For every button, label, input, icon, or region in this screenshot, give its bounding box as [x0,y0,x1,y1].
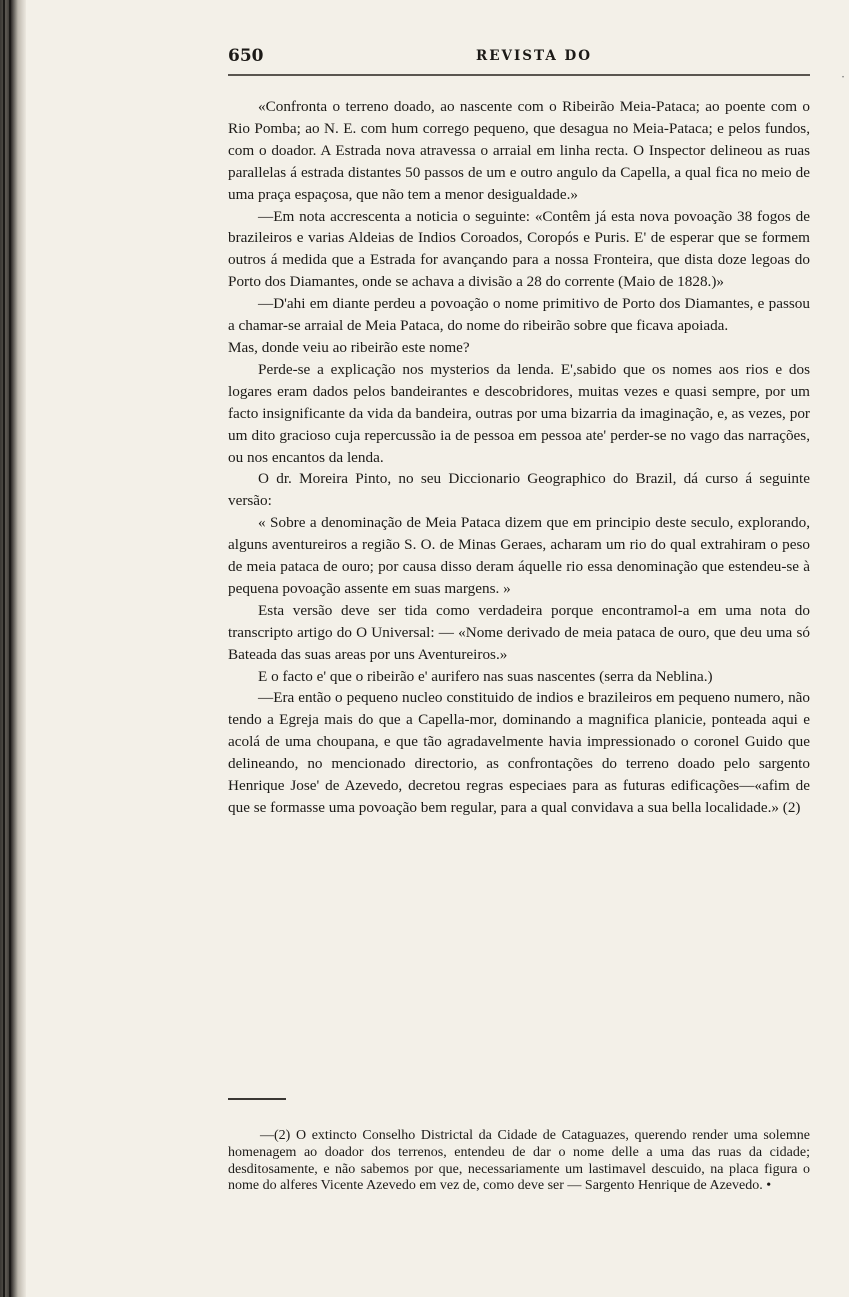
paragraph: Mas, donde veiu ao ribeirão este nome? [228,338,470,356]
paragraph: O dr. Moreira Pinto, no seu Diccionario Geographico do Brazil, dá curso á seguinte versão: [228,470,810,510]
paragraph: « Sobre a denominação de Meia Pataca dizem que em principio deste seculo, explorando, alguns aventureiros a região S. O. de Minas Geraes, acharam um rio do qual extrahiram o peso de meia pataca de ouro; por causa disso deram áquelle rio essa denominação que estendeu-se à pequena povoação assente em suas margens. » [228,514,810,597]
page-number: 650 [228,46,264,66]
page-header [228,46,804,68]
body-text [228,96,810,819]
paragraph: Esta versão deve ser tida como verdadeira porque encontramol-a em uma nota do transcripto artigo do O Universal: — «Nome derivado de meia pataca de ouro, que deu uma só Bateada das suas areas por uns Aventureiros.» [228,601,810,663]
paragraph: —Era então o pequeno nucleo constituido de indios e brazileiros em pequeno numero, não tendo a Egreja mais do que a Capella-mor, dominando a magnifica planicie, ponteada aqui e acolá de uma choupana, e que tão agradavelmente havia impressionado o coronel Guido que delineando, no mencionado directorio, as confrontações do terreno doado pelo sargento Henrique Jose' de Azevedo, decretou regras especiaes para as futuras edificações—«afim de que se formasse uma povoação bem regular, para a qual convidava a sua bella localidade.» (2) [228,689,810,816]
book-spine-shadow [0,0,26,1297]
paragraph: —D'ahi em diante perdeu a povoação o nome primitivo de Porto dos Diamantes, e passou a chamar-se arraial de Meia Pataca, do nome do ribeirão sobre que ficava apoiada. [228,295,810,335]
spine-line [3,0,5,1297]
running-title: REVISTA DO [476,48,592,64]
footnote-rule [228,1098,286,1100]
paragraph: «Confronta o terreno doado, ao nascente com o Ribeirão Meia-Pataca; ao poente com o Rio Pomba; ao N. E. com hum corrego pequeno, que desagua no Meia-Pataca; e pelos fundos, com o doador. A Estrada nova atravessa o arraial em linha recta. O Inspector delineou as ruas parallelas á estrada distantes 50 passos de um e outro angulo da Capella, a qual fica no meio de uma praça espaçosa, que não tem a menor desigualdade.» [228,98,810,203]
margin-mark: · [841,70,845,84]
footnote-text: —(2) O extincto Conselho Districtal da Cidade de Cataguazes, querendo render uma solemne homenagem ao doador dos terrenos, entendeu de dar o nome delle a uma das ruas da cidade; desditosamente, e não sabemos por que, necessariamente um lastimavel descuido, na placa figura o nome do alferes Vicente Azevedo em vez de, como deve ser — Sargento Henrique de Azevedo. • [228,1128,810,1194]
paragraph: E o facto e' que o ribeirão e' aurifero nas suas nascentes (serra da Neblina.) [258,667,713,685]
spine-line [9,0,11,1297]
paragraph: Perde-se a explicação nos mysterios da lenda. E',sabido que os nomes aos rios e dos logares eram dados pelos bandeirantes e descobridores, muitas vezes e quasi sempre, por um facto insignificante da vida da bandeira, outras por uma bizarria da imaginação, e, as vezes, por um dito gracioso cuja repercussão ia de pessoa em pessoa ate' perder-se no vago das narrações, ou nos encantos da lenda. [228,360,810,466]
paragraph: —Em nota accrescenta a noticia o seguinte: «Contêm já esta nova povoação 38 fogos de brazileiros e varias Aldeias de Indios Coroados, Coropós e Puris. E' de esperar que se formem outros á medida que a Estrada for avançando para a nossa Fronteira, que dista doze legoas do Porto dos Diamantes, onde se achava a divisão a 28 do corrente (Maio de 1828.)» [228,207,810,291]
header-rule [228,74,810,76]
footnote [228,1128,810,1195]
